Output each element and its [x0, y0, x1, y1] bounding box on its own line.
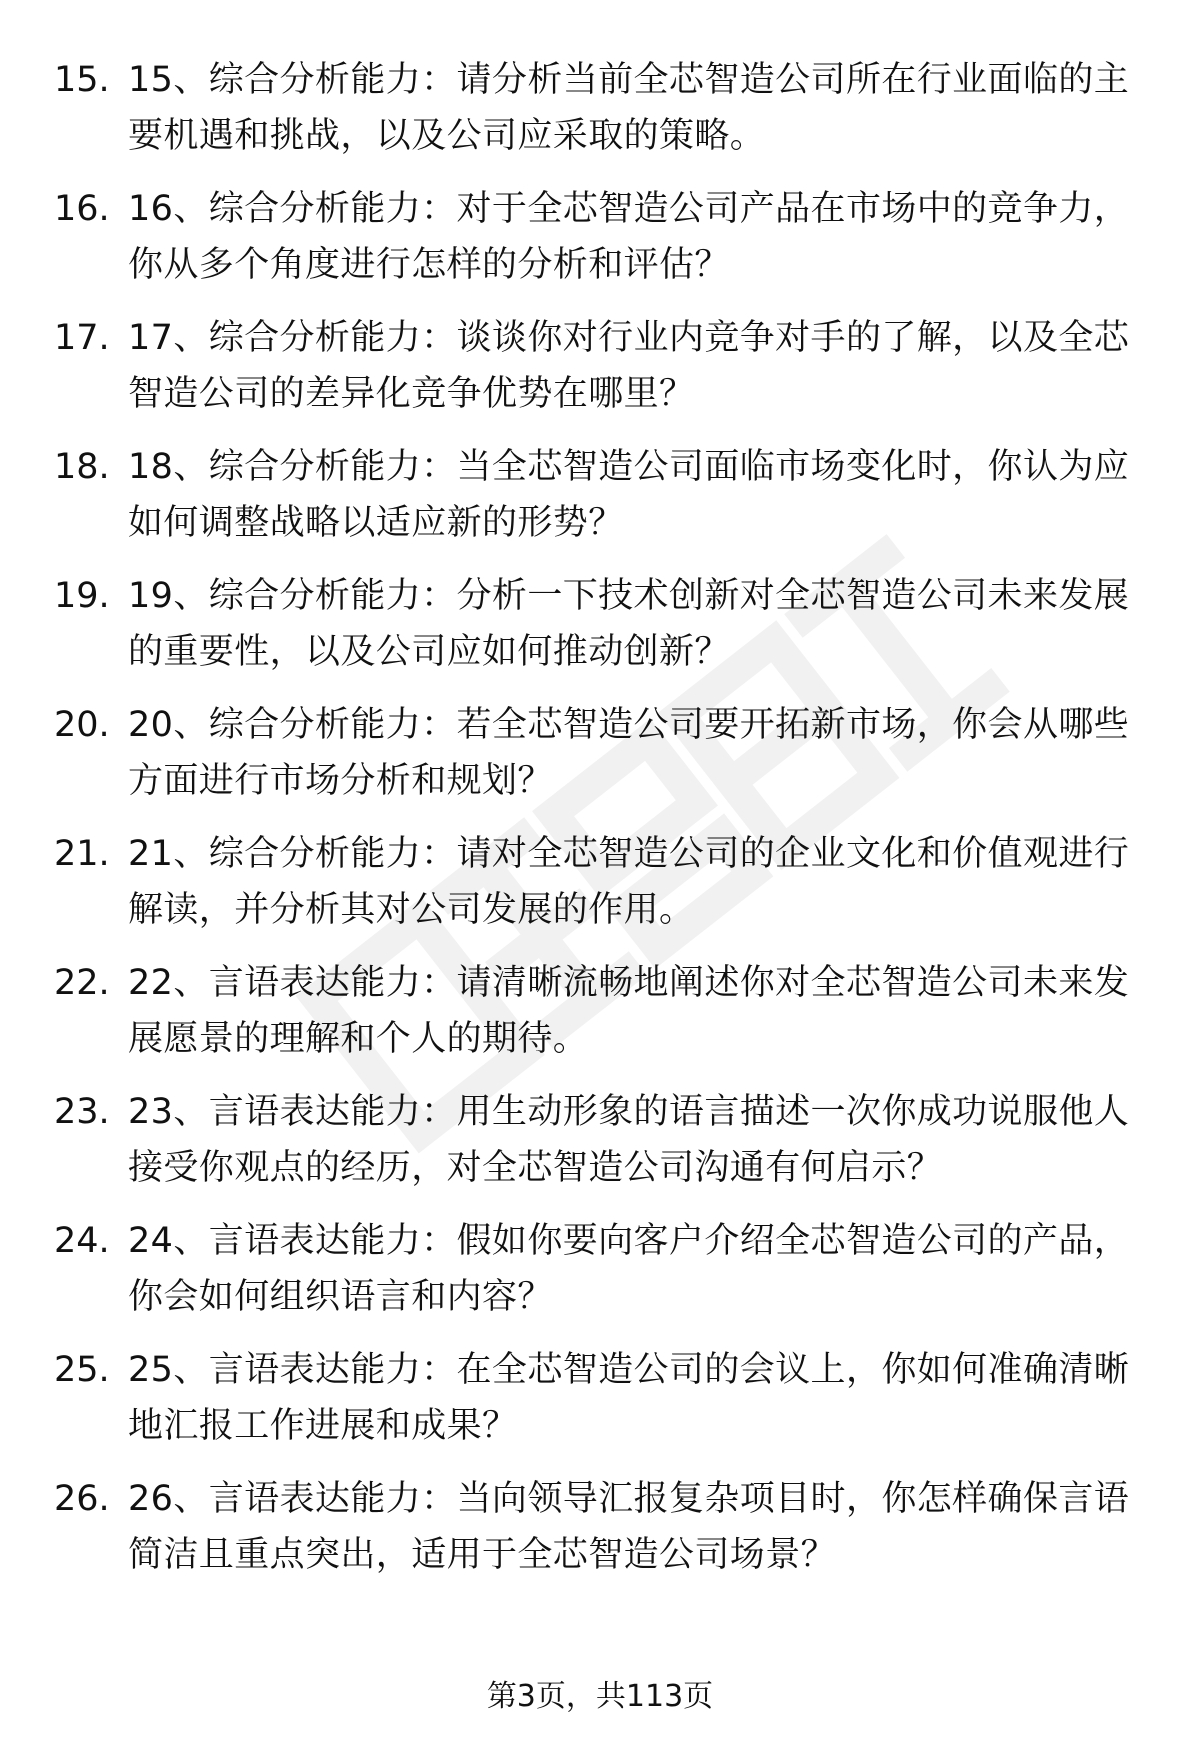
question-number: 15.: [54, 60, 110, 100]
question-text: 25、言语表达能力：在全芯智造公司的会议上，你如何准确清晰地汇报工作进展和成果？: [128, 1350, 1130, 1446]
question-item: [0, 439, 1200, 568]
question-number: 18.: [54, 447, 110, 487]
question-item: [0, 181, 1200, 310]
question-number: 17.: [54, 318, 110, 358]
question-text: 23、言语表达能力：用生动形象的语言描述一次你成功说服他人接受你观点的经历，对全芯智造公司沟通有何启示？: [128, 1092, 1130, 1188]
question-list: [0, 52, 1200, 1600]
question-text: 19、综合分析能力：分析一下技术创新对全芯智造公司未来发展的重要性，以及公司应如何推动创新？: [128, 576, 1130, 672]
question-number: 21.: [54, 834, 110, 874]
question-item: [0, 568, 1200, 697]
question-text: 17、综合分析能力：谈谈你对行业内竞争对手的了解，以及全芯智造公司的差异化竞争优势在哪里？: [128, 318, 1130, 414]
question-number: 16.: [54, 189, 110, 229]
question-item: [0, 826, 1200, 955]
question-text: 20、综合分析能力：若全芯智造公司要开拓新市场，你会从哪些方面进行市场分析和规划？: [128, 705, 1130, 801]
question-text: 22、言语表达能力：请清晰流畅地阐述你对全芯智造公司未来发展愿景的理解和个人的期待。: [128, 963, 1130, 1059]
question-item: [0, 310, 1200, 439]
page-indicator: 第3页，共113页: [486, 1679, 714, 1714]
question-number: 20.: [54, 705, 110, 745]
question-item: [0, 52, 1200, 181]
question-item: [0, 955, 1200, 1084]
page-footer: [0, 1677, 1200, 1717]
question-text: 15、综合分析能力：请分析当前全芯智造公司所在行业面临的主要机遇和挑战，以及公司应采取的策略。: [128, 60, 1130, 156]
question-number: 25.: [54, 1350, 110, 1390]
question-item: [0, 1471, 1200, 1600]
question-item: [0, 1084, 1200, 1213]
question-text: 26、言语表达能力：当向领导汇报复杂项目时，你怎样确保言语简洁且重点突出，适用于全芯智造公司场景？: [128, 1479, 1130, 1575]
question-text: 24、言语表达能力：假如你要向客户介绍全芯智造公司的产品，你会如何组织语言和内容？: [128, 1221, 1130, 1317]
question-text: 18、综合分析能力：当全芯智造公司面临市场变化时，你认为应如何调整战略以适应新的形势？: [128, 447, 1130, 543]
question-number: 22.: [54, 963, 110, 1003]
question-number: 26.: [54, 1479, 110, 1519]
question-text: 21、综合分析能力：请对全芯智造公司的企业文化和价值观进行解读，并分析其对公司发展的作用。: [128, 834, 1130, 930]
question-text: 16、综合分析能力：对于全芯智造公司产品在市场中的竞争力，你从多个角度进行怎样的分析和评估？: [128, 189, 1130, 285]
question-number: 19.: [54, 576, 110, 616]
question-item: [0, 1213, 1200, 1342]
question-number: 23.: [54, 1092, 110, 1132]
question-item: [0, 1342, 1200, 1471]
question-item: [0, 697, 1200, 826]
question-number: 24.: [54, 1221, 110, 1261]
